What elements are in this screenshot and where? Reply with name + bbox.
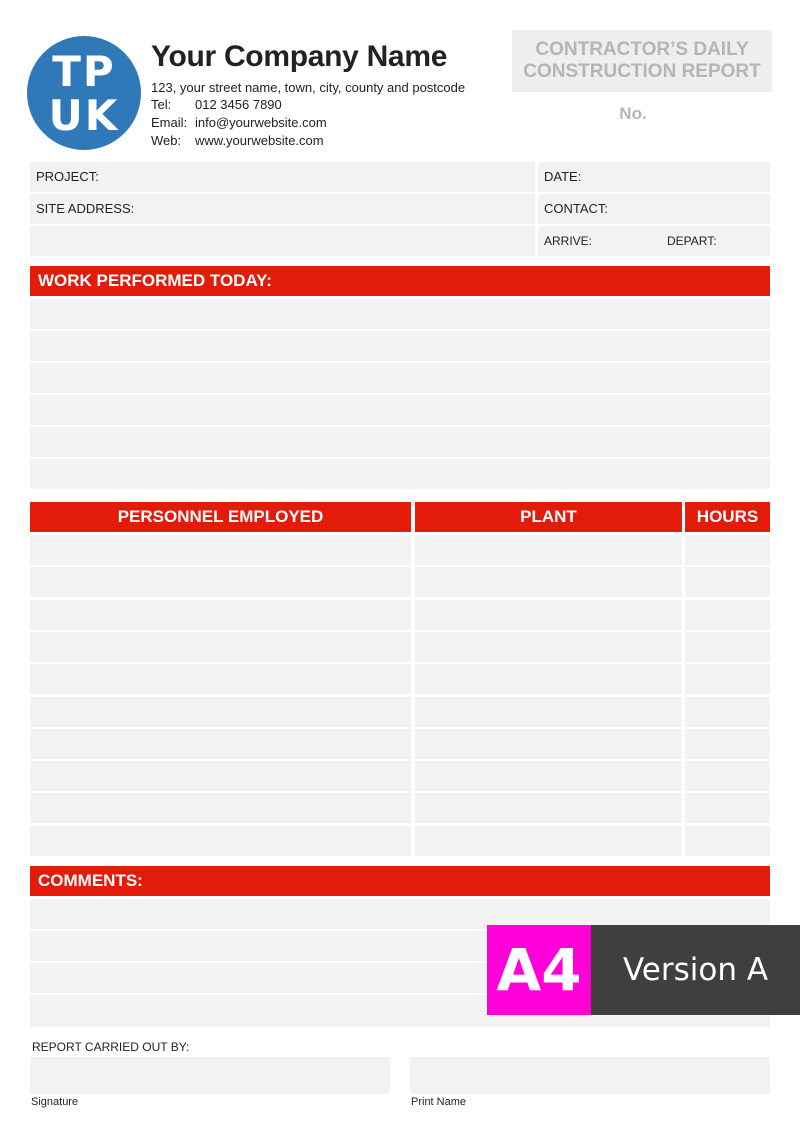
report-title-line2: CONSTRUCTION REPORT: [523, 61, 761, 82]
personnel-cell[interactable]: [30, 535, 411, 565]
arrive-label: ARRIVE:: [544, 234, 593, 248]
report-number-label: No.: [619, 104, 647, 123]
signature-field[interactable]: [30, 1057, 390, 1094]
tel-label: Tel:: [151, 97, 172, 112]
personnel-cell[interactable]: [30, 697, 411, 727]
logo-text-top: TP: [52, 47, 116, 96]
date-label: DATE:: [544, 169, 582, 184]
signature-label: Signature: [31, 1096, 79, 1108]
plant-cell[interactable]: [415, 535, 682, 565]
hours-cell[interactable]: [685, 826, 770, 856]
plant-cell[interactable]: [415, 567, 682, 597]
email-label: Email:: [151, 115, 188, 130]
carried-out-by-label: REPORT CARRIED OUT BY:: [32, 1040, 190, 1054]
logo-text-bottom: UK: [48, 91, 120, 140]
hours-cell[interactable]: [685, 729, 770, 759]
company-logo: [27, 36, 141, 150]
email-value: info@yourwebsite.com: [195, 115, 327, 130]
work-line[interactable]: [30, 299, 770, 329]
hours-cell[interactable]: [685, 535, 770, 565]
work-line[interactable]: [30, 331, 770, 361]
comments-header: COMMENTS:: [30, 866, 770, 896]
project-field[interactable]: [30, 162, 535, 192]
plant-cell[interactable]: [415, 632, 682, 662]
work-line[interactable]: [30, 459, 770, 489]
hours-cell[interactable]: [685, 697, 770, 727]
hours-cell[interactable]: [685, 567, 770, 597]
personnel-cell[interactable]: [30, 600, 411, 630]
personnel-cell[interactable]: [30, 793, 411, 823]
web-value: www.yourwebsite.com: [195, 133, 324, 148]
site-address-field-2[interactable]: [30, 226, 535, 256]
report-title: [512, 30, 772, 92]
company-address: 123, your street name, town, city, county and postcode: [151, 80, 466, 95]
version-badge: Version A: [591, 925, 800, 1015]
plant-cell[interactable]: [415, 664, 682, 694]
hours-header: HOURS: [685, 502, 770, 532]
company-name: Your Company Name: [151, 40, 448, 73]
plant-cell[interactable]: [415, 600, 682, 630]
hours-cell[interactable]: [685, 632, 770, 662]
plant-cell[interactable]: [415, 826, 682, 856]
work-performed-header: WORK PERFORMED TODAY:: [30, 266, 770, 296]
plant-header: PLANT: [415, 502, 682, 532]
work-line[interactable]: [30, 363, 770, 393]
plant-cell[interactable]: [415, 793, 682, 823]
personnel-cell[interactable]: [30, 664, 411, 694]
tel-value: 012 3456 7890: [195, 97, 282, 112]
personnel-cell[interactable]: [30, 567, 411, 597]
company-tel: [151, 97, 282, 112]
project-label: PROJECT:: [36, 169, 99, 184]
plant-cell[interactable]: [415, 697, 682, 727]
hours-cell[interactable]: [685, 793, 770, 823]
company-email: [151, 115, 327, 130]
personnel-cell[interactable]: [30, 632, 411, 662]
contact-label: CONTACT:: [544, 201, 609, 216]
personnel-cell[interactable]: [30, 826, 411, 856]
personnel-header: PERSONNEL EMPLOYED: [30, 502, 411, 532]
personnel-cell[interactable]: [30, 729, 411, 759]
web-label: Web:: [151, 133, 182, 148]
hours-cell[interactable]: [685, 761, 770, 791]
plant-cell[interactable]: [415, 729, 682, 759]
report-title-line1: CONTRACTOR’S DAILY: [535, 39, 749, 60]
plant-cell[interactable]: [415, 761, 682, 791]
depart-label: DEPART:: [667, 234, 717, 248]
work-line[interactable]: [30, 395, 770, 425]
print-name-field[interactable]: [410, 1057, 770, 1094]
paper-size-badge: A4: [487, 925, 591, 1015]
personnel-cell[interactable]: [30, 761, 411, 791]
work-line[interactable]: [30, 427, 770, 457]
hours-cell[interactable]: [685, 664, 770, 694]
hours-cell[interactable]: [685, 600, 770, 630]
site-address-label: SITE ADDRESS:: [36, 201, 135, 216]
print-name-label: Print Name: [411, 1096, 467, 1108]
company-web: [151, 133, 324, 148]
